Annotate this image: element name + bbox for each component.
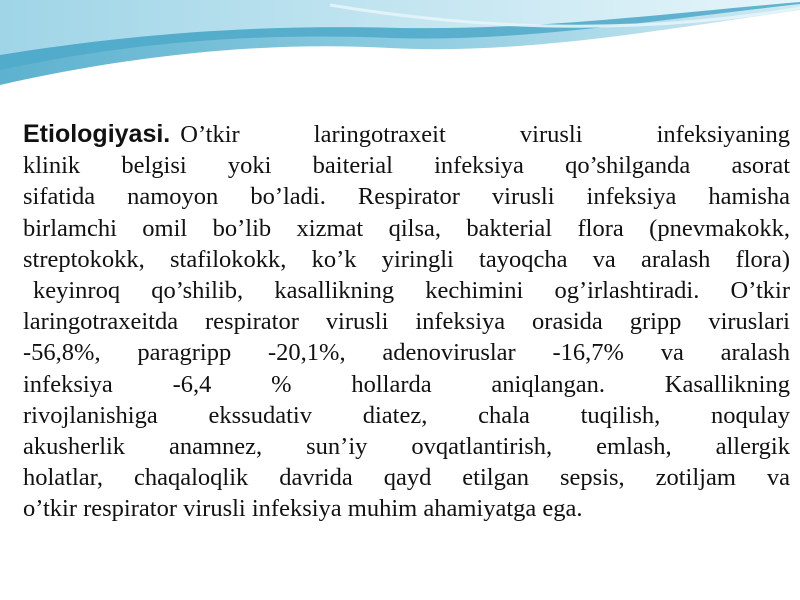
- text-line: -56,8%, paragripp -20,1%, adenoviruslar -16,7% va aralash: [23, 339, 790, 367]
- text-line: birlamchi omil bo’lib xizmat qilsa, bakterial flora (pnevmakokk,: [23, 214, 790, 242]
- text-line: [23, 119, 790, 150]
- section-heading: Etiologiyasi.: [23, 120, 171, 148]
- text-line-content: O’tkir laringotraxeit virusli infeksiyaning: [180, 121, 790, 148]
- text-line: o’tkir respirator virusli infeksiya muhim ahamiyatga ega.: [23, 495, 583, 523]
- text-line: infeksiya -6,4 % hollarda aniqlangan. Kasallikning: [23, 370, 790, 398]
- slide-body-paragraph: [23, 119, 790, 524]
- text-line: holatlar, chaqaloqlik davrida qayd etilgan sepsis, zotiljam va: [23, 464, 790, 492]
- text-line: laringotraxeitda respirator virusli infeksiya orasida gripp viruslari: [23, 308, 790, 336]
- text-line: sifatida namoyon bo’ladi. Respirator virusli infeksiya hamisha: [23, 183, 790, 211]
- text-line: rivojlanishiga ekssudativ diatez, chala tuqilish, noqulay: [23, 401, 790, 429]
- text-line: akusherlik anamnez, sun’iy ovqatlantirish, emlash, allergik: [23, 432, 790, 460]
- text-line: keyinroq qo’shilib, kasallikning kechimini og’irlashtiradi. O’tkir: [33, 276, 790, 304]
- decorative-wave-header: [0, 0, 800, 100]
- text-line: klinik belgisi yoki baiterial infeksiya qo’shilganda asorat: [23, 152, 790, 180]
- text-line: streptokokk, stafilokokk, ko’k yiringli tayoqcha va aralash flora): [23, 245, 790, 273]
